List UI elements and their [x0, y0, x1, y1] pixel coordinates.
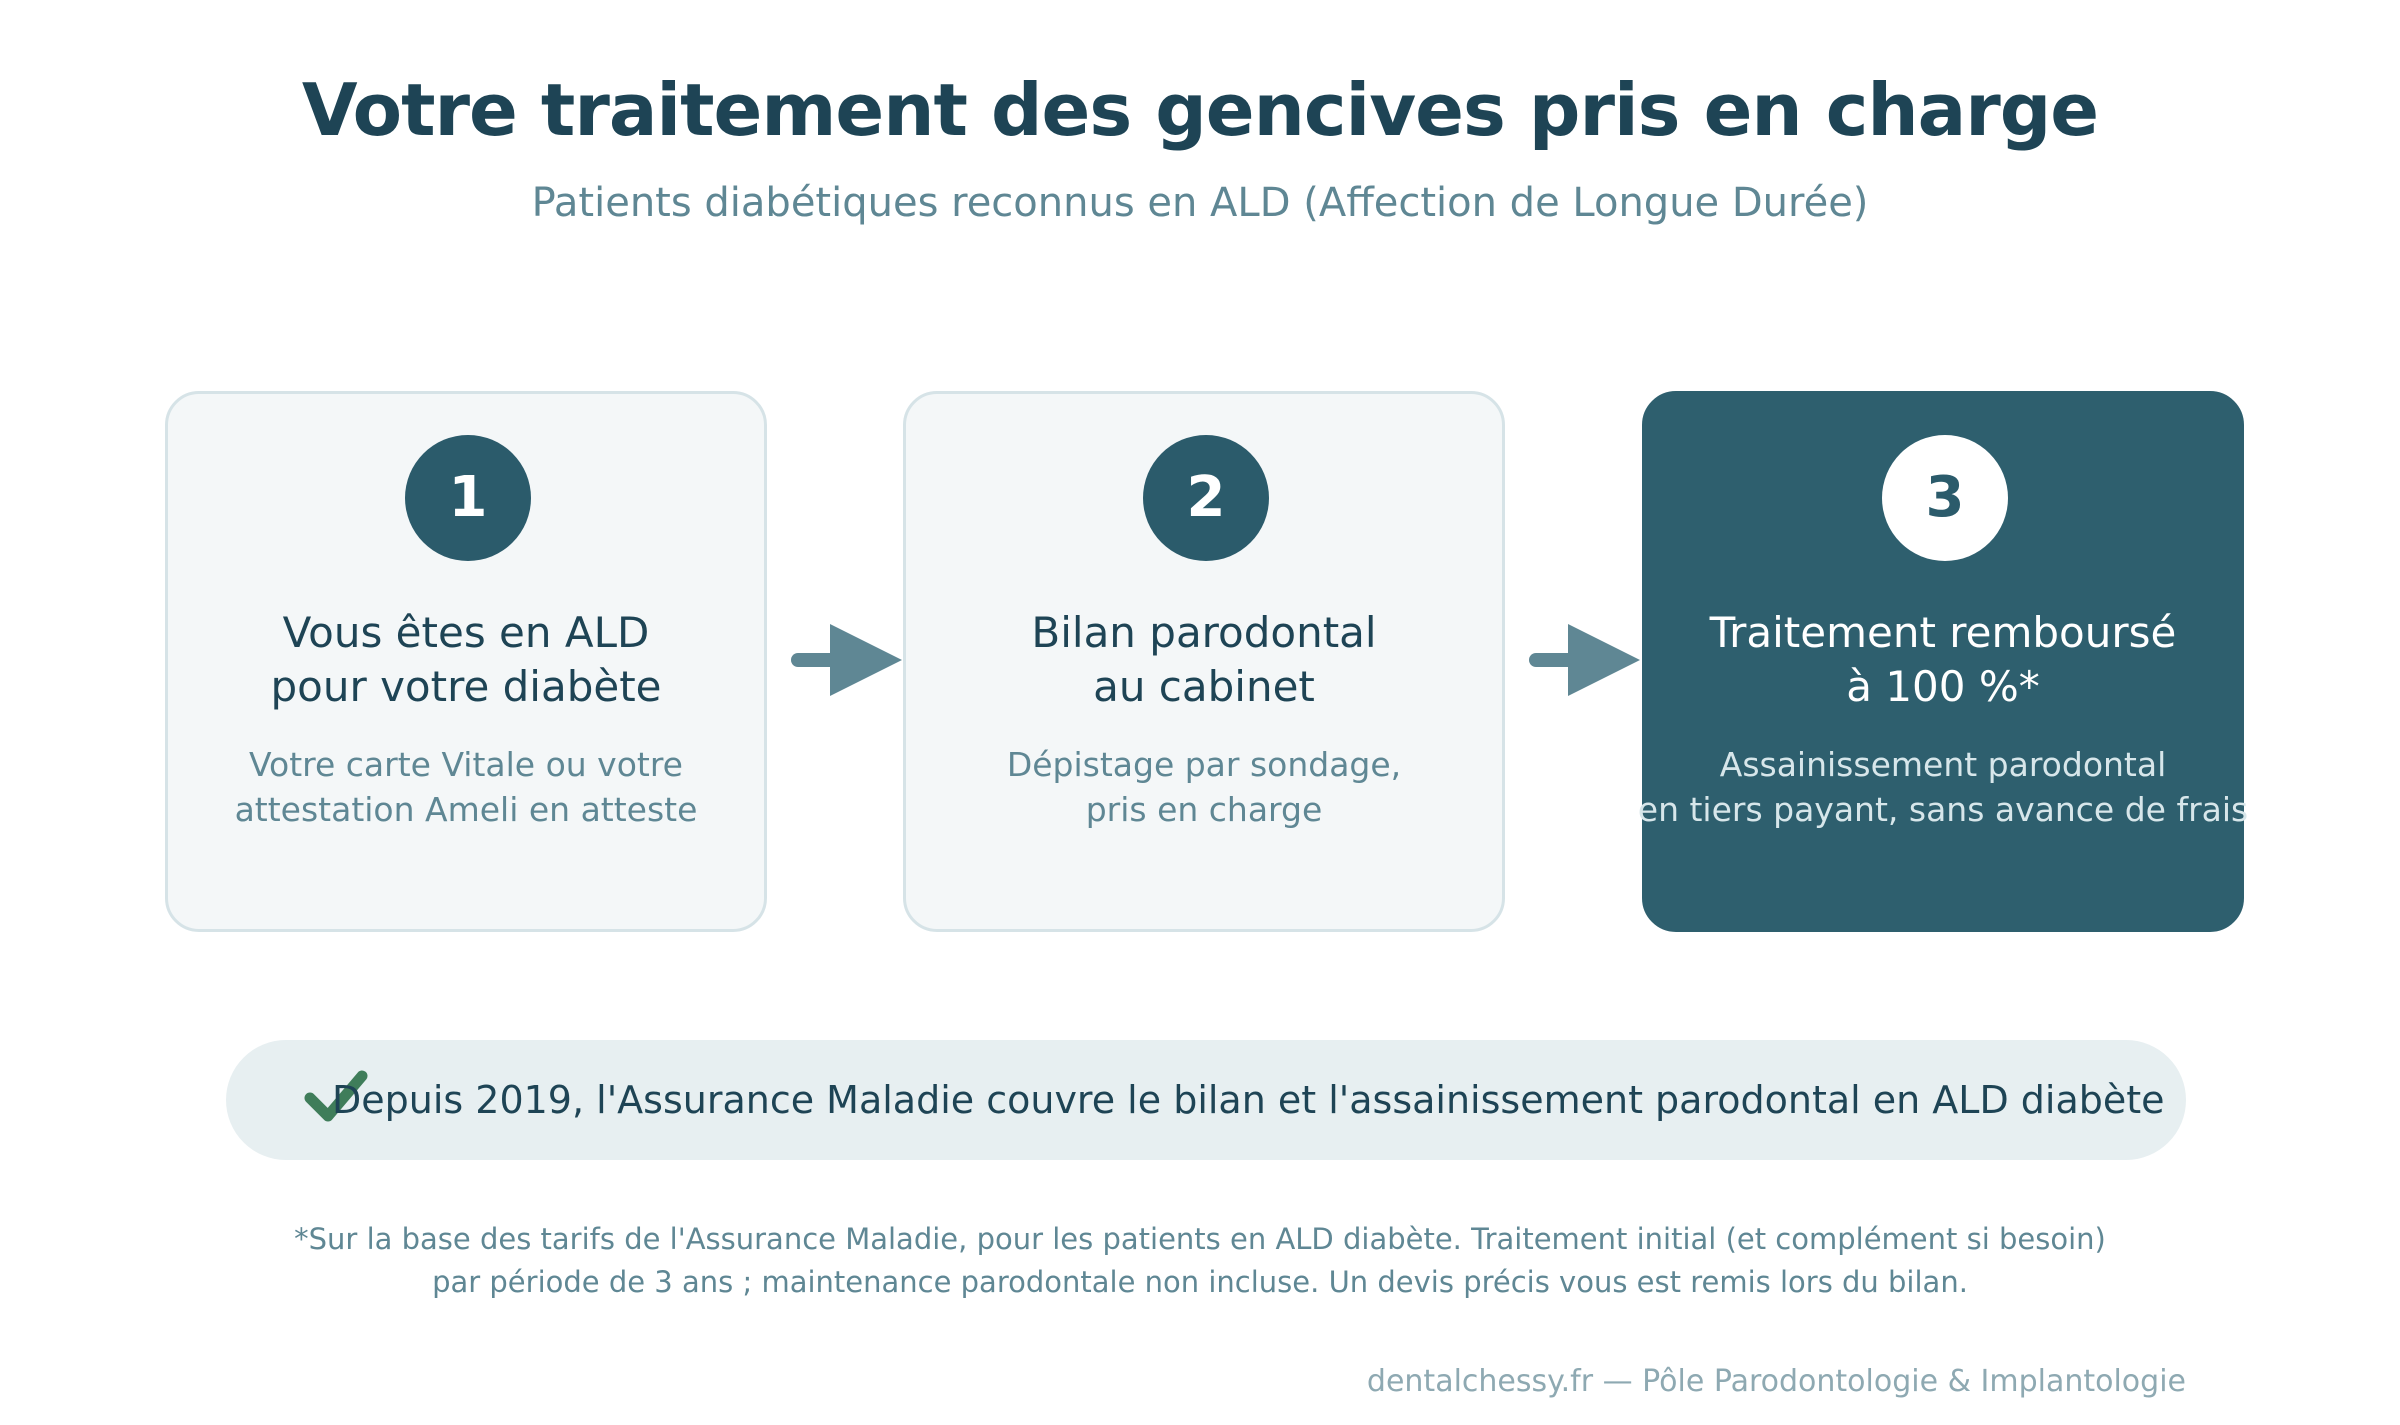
page-title: Votre traitement des gencives pris en charge: [301, 68, 2099, 152]
step-card-3: [1637, 391, 2249, 932]
step-description-line: en tiers payant, sans avance de frais: [1637, 790, 2249, 829]
footnote: [0, 1218, 2400, 1304]
step-title: [906, 606, 1502, 714]
page-subtitle: Patients diabétiques reconnus en ALD (Affection de Longue Durée): [531, 180, 1869, 226]
step-title-line: au cabinet: [1093, 662, 1315, 711]
step-title: [168, 606, 764, 714]
step-title-line: Bilan parodontal: [1031, 608, 1377, 657]
step-number-badge: 1: [405, 435, 531, 561]
banner-text: Depuis 2019, l'Assurance Maladie couvre le bilan et l'assainissement parodontal en ALD diabète: [332, 1078, 2165, 1122]
arrow-right-icon: [790, 620, 905, 700]
step-description: [128, 742, 804, 832]
step-description-line: Votre carte Vitale ou votre: [249, 745, 683, 784]
step-number-badge: 2: [1143, 435, 1269, 561]
step-title-line: Traitement remboursé: [1709, 608, 2177, 657]
step-number-badge: 3: [1882, 435, 2008, 561]
info-banner: [226, 1040, 2186, 1160]
step-description-line: Dépistage par sondage,: [1006, 745, 1402, 784]
step-title-line: à 100 %*: [1846, 662, 2040, 711]
step-description-line: pris en charge: [1085, 790, 1323, 829]
step-title: [1645, 606, 2241, 714]
step-description: [1605, 742, 2281, 832]
step-description: [866, 742, 1542, 832]
arrow-right-icon: [1528, 620, 1643, 700]
step-card-2: [903, 391, 1505, 932]
step-title-line: pour votre diabète: [270, 662, 662, 711]
footnote-line: *Sur la base des tarifs de l'Assurance Maladie, pour les patients en ALD diabète. Traitement initial (et complément si besoin): [294, 1222, 2106, 1256]
step-description-line: attestation Ameli en atteste: [234, 790, 698, 829]
footnote-line: par période de 3 ans ; maintenance parodontale non incluse. Un devis précis vous est remis lors du bilan.: [432, 1265, 1968, 1299]
step-card-1: [165, 391, 767, 932]
site-credit: dentalchessy.fr — Pôle Parodontologie & Implantologie: [1366, 1364, 2186, 1399]
step-title-line: Vous êtes en ALD: [282, 608, 650, 657]
step-description-line: Assainissement parodontal: [1719, 745, 2167, 784]
